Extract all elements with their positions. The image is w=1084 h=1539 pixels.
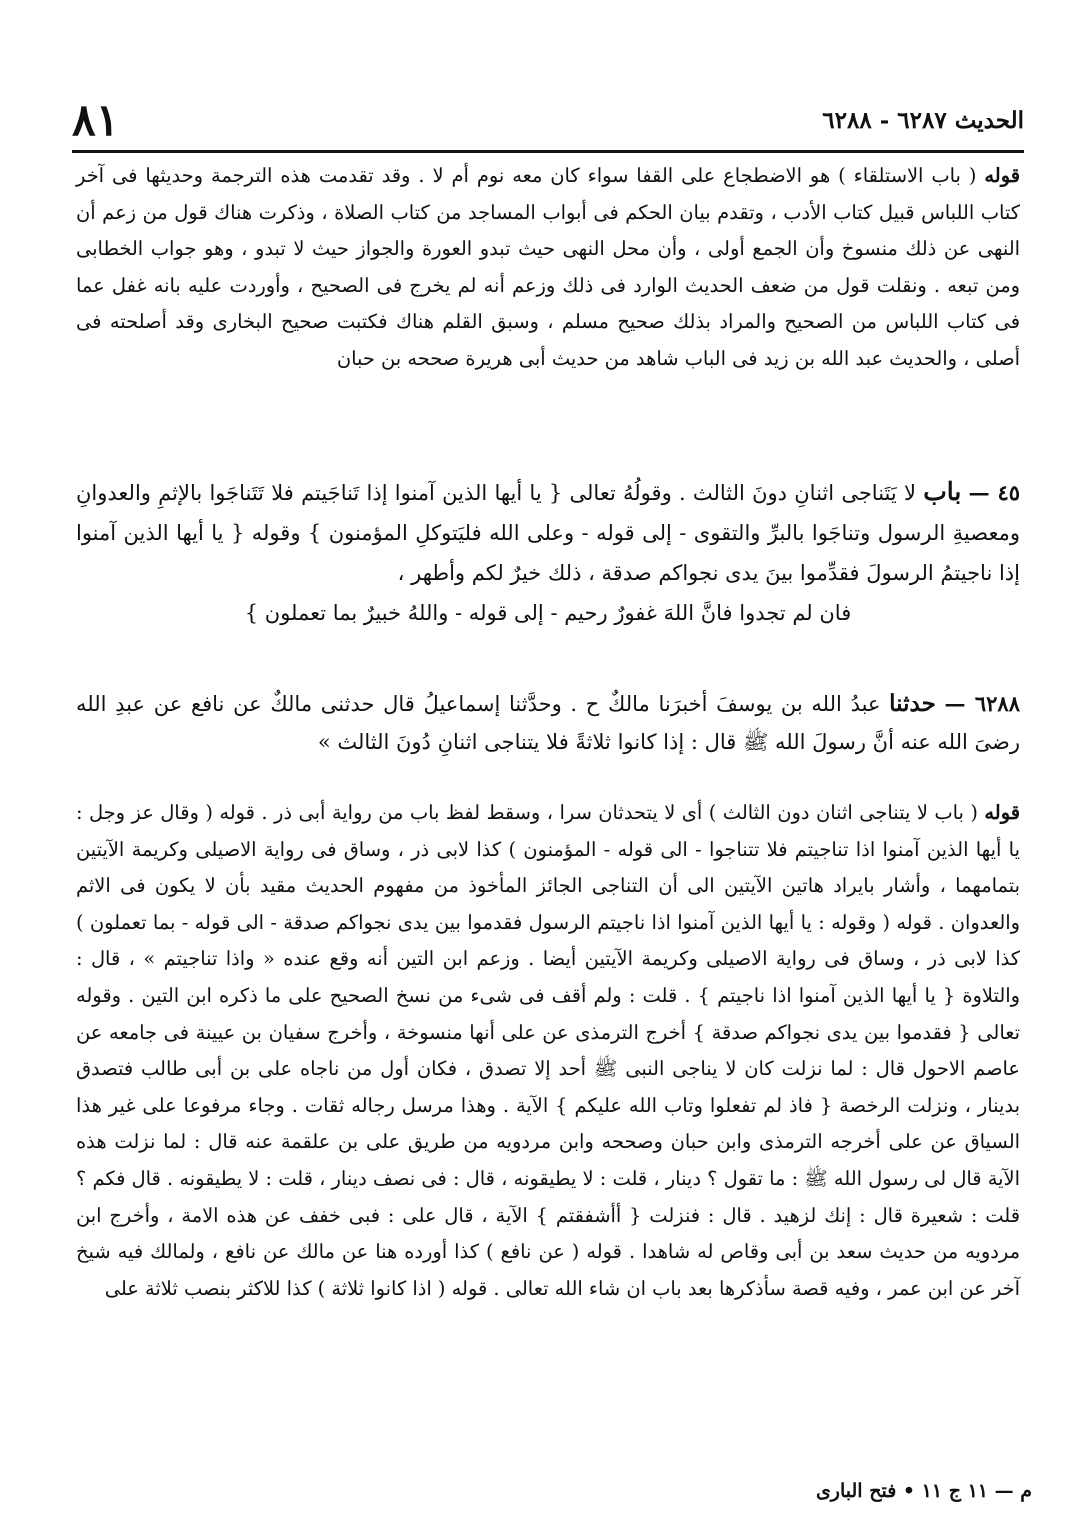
qawluhu-marker: قوله [984, 164, 1020, 187]
signature-line: م — ١١ ج ١١ • فتح البارى [815, 1480, 1032, 1502]
qawluhu-marker: قوله [984, 801, 1020, 824]
commentary-paragraph [76, 158, 1020, 378]
header-rule [72, 150, 1024, 153]
hadith-body: عبدُ الله بن يوسفَ أخبرَنا مالكٌ ح . وحدَّثنا إسماعيلُ قال حدثنى مالكٌ عن نافع عن عبدِ الله رضىَ الله عنه أنَّ رسولَ الله ﷺ قال : إذا كانوا ثلاثةً فلا يتناجى اثنانِ دُونَ الثالث » [76, 692, 1020, 754]
chapter-heading [76, 472, 1020, 593]
page-number: ٨١ [72, 94, 120, 146]
hadith-block [76, 685, 1020, 761]
hadith-keyword: حدثنا [889, 690, 936, 717]
running-title: الحديث ٦٢٨٧ - ٦٢٨٨ [822, 106, 1024, 134]
commentary-paragraph [76, 795, 1020, 1307]
chapter-text: لا يَتَناجى اثنانِ دونَ الثالث . وقولُهُ تعالى { يا أيها الذين آمنوا إذا تَناجَيتم فلا تَتَناجَوا بالإثمِ والعدوانِ ومعصيةِ الرسول وتناجَوا بالبرِّ والتقوى - إلى قوله - وعلى الله فليَتوكلِ المؤمنون } وقوله { يا أيها الذين آمنوا إذا ناجيتمُ الرسولَ فقدِّموا بينَ يدى نجواكم صدقة ، ذلك خيرٌ لكم وأطهر ، [76, 481, 1020, 585]
hadith-number: ٦٢٨٨ — [944, 691, 1020, 716]
page-header [72, 92, 1024, 148]
commentary-block-1 [76, 158, 1020, 378]
hadith-text [76, 685, 1020, 761]
commentary-block-2 [76, 795, 1020, 1307]
commentary-text: ( باب الاستلقاء ) هو الاضطجاع على القفا سواء كان معه نوم أم لا . وقد تقدمت هذه الترجمة وحديثها فى آخر كتاب اللباس قبيل كتاب الأدب ، وتقدم بيان الحكم فى أبواب المساجد من كتاب الصلاة ، وذكرت هناك قول من زعم أن النهى عن ذلك منسوخ وأن الجمع أولى ، وأن محل النهى حيث تبدو العورة والجواز حيث لا تبدو ، وهو جواب الخطابى ومن تبعه . ونقلت قول من ضعف الحديث الوارد فى ذلك وزعم أنه لم يخرج فى الصحيح ، وأوردت عليه بانه غفل عما فى كتاب اللباس من الصحيح والمراد بذلك صحيح مسلم ، وسبق القلم هناك فكتبت صحيح البخارى وقد أصلحته فى أصلى ، والحديث عبد الله بن زيد فى الباب شاهد من حديث أبى هريرة صححه بن حبان [76, 164, 1020, 370]
chapter-heading-block [76, 472, 1020, 633]
commentary-text: ( باب لا يتناجى اثنان دون الثالث ) أى لا يتحدثان سرا ، وسقط لفظ باب من رواية أبى ذر . قوله ( وقال عز وجل : يا أيها الذين آمنوا اذا تناجيتم فلا تتناجوا - الى قوله - المؤمنون ) كذا لابى ذر ، وساق فى رواية الاصيلى وكريمة الآيتين بتمامهما ، وأشار بايراد هاتين الآيتين الى أن التناجى الجائز المأخوذ من مفهوم الحديث مقيد بأن لا يكون فى الاثم والعدوان . قوله ( وقوله : يا أيها الذين آمنوا اذا ناجيتم الرسول فقدموا بين يدى نجواكم صدقة - الى قوله - بما تعملون ) كذا لابى ذر ، وساق فى رواية الاصيلى وكريمة الآيتين أيضا . وزعم ابن التين أنه وقع عنده « واذا تناجيتم » ، قال : والتلاوة { يا أيها الذين آمنوا اذا ناجيتم } . قلت : ولم أقف فى شىء من نسخ الصحيح على ما ذكره ابن التين . وقوله تعالى { فقدموا بين يدى نجواكم صدقة } أخرج الترمذى عن على أنها منسوخة ، وأخرج سفيان بن عيينة فى جامعه عن عاصم الاحول قال : لما نزلت كان لا يناجى النبى ﷺ أحد إلا تصدق ، فكان أول من ناجاه على بن أبى طالب فتصدق بدينار ، ونزلت الرخصة { فاذ لم تفعلوا وتاب الله عليكم } الآية . وهذا مرسل رجاله ثقات . وجاء مرفوعا على غير هذا السياق عن على أخرجه الترمذى وابن حبان وصححه وابن مردويه من طريق على بن علقمة عنه قال : لما نزلت هذه الآية قال لى رسول الله ﷺ : ما تقول ؟ دينار ، قلت : لا يطيقونه ، قال : فى نصف دينار ، قلت : لا يطيقونه . قال فكم ؟ قلت : شعيرة قال : إنك لزهيد . قال : فنزلت { أأشفقتم } الآية ، قال على : فبى خفف عن هذه الامة ، وأخرج ابن مردويه من حديث سعد بن أبى وقاص له شاهدا . قوله ( عن نافع ) كذا أورده هنا عن مالك عن نافع ، ولمالك فيه شيخ آخر عن ابن عمر ، وفيه قصة سأذكرها بعد باب ان شاء الله تعالى . قوله ( اذا كانوا ثلاثة ) كذا للاكثر بنصب ثلاثة على [76, 801, 1020, 1300]
chapter-keyword: باب [923, 477, 962, 506]
chapter-verse-end: فان لم تجدوا فانَّ اللهَ غفورٌ رحيم - إلى قوله - واللهُ خبيرٌ بما تعملون } [244, 601, 852, 625]
chapter-number: ٤٥ — [968, 480, 1020, 505]
